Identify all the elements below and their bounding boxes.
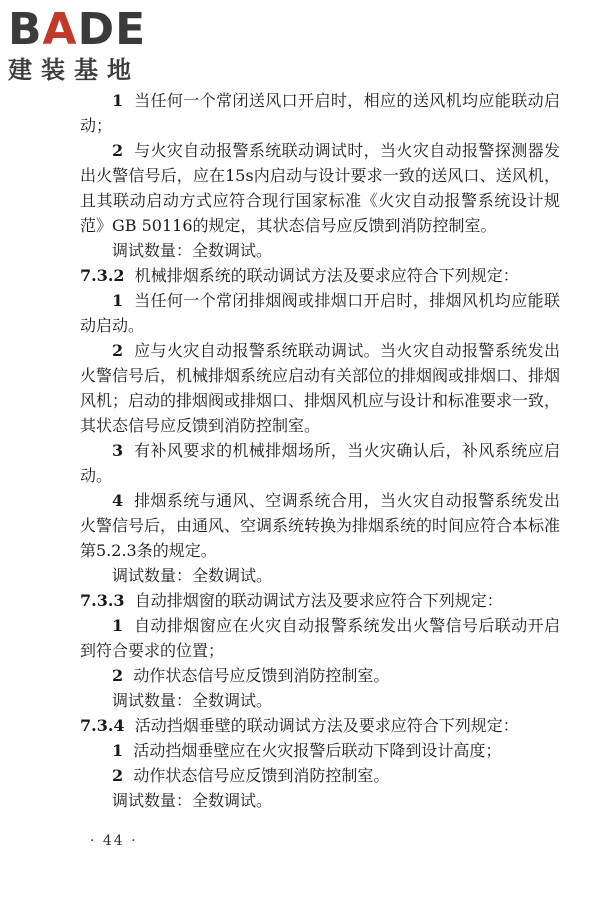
section-number: 7.3.2 <box>80 266 125 285</box>
item-text: 与火灾自动报警系统联动调试时，当火灾自动报警探测器发出火警信号后，应在15s内启动与设计要求一致的送风口、送风机，且其联动启动方式应符合现行国家标准《火灾自动报警系统设计规范》GB 50116的规定，其状态信号应反馈到消防控制室。 <box>80 141 560 235</box>
section-number: 7.3.3 <box>80 591 125 610</box>
clause-item <box>80 763 560 788</box>
test-quantity: 调试数量：全数调试。 <box>112 691 273 710</box>
item-number: 2 <box>112 341 124 360</box>
item-text: 动作状态信号应反馈到消防控制室。 <box>133 766 390 785</box>
clause-item <box>80 338 560 438</box>
item-number: 1 <box>112 291 124 310</box>
bade-logo <box>8 6 188 84</box>
item-text: 有补风要求的机械排烟场所，当火灾确认后，补风系统应启动。 <box>80 441 560 485</box>
item-number: 1 <box>112 616 124 635</box>
clause-item <box>80 488 560 563</box>
item-text: 应与火灾自动报警系统联动调试。当火灾自动报警系统发出火警信号后，机械排烟系统应启动有关部位的排烟阀或排烟口、排烟风机；启动的排烟阀或排烟口、排烟风机应与设计和标准要求一致，其状态信号应反馈到消防控制室。 <box>80 341 561 435</box>
item-number: 1 <box>112 741 124 760</box>
logo-accent-letter: A <box>42 4 78 55</box>
item-number: 2 <box>112 766 124 785</box>
clause-item <box>80 438 560 488</box>
test-quantity: 调试数量：全数调试。 <box>112 241 273 260</box>
logo-brand: BADE <box>8 4 147 55</box>
test-quantity: 调试数量：全数调试。 <box>112 791 273 810</box>
clause-item <box>80 88 560 138</box>
section-heading <box>80 713 560 738</box>
item-text: 当任何一个常闭排烟阀或排烟口开启时，排烟风机均应能联动启动。 <box>80 291 560 335</box>
item-text: 排烟系统与通风、空调系统合用，当火灾自动报警系统发出火警信号后，由通风、空调系统转换为排烟系统的时间应符合本标准第5.2.3条的规定。 <box>80 491 561 560</box>
section-heading <box>80 588 560 613</box>
section-title: 机械排烟系统的联动调试方法及要求应符合下列规定： <box>134 266 519 285</box>
item-number: 1 <box>112 91 124 110</box>
logo-subtitle: 建装基地 <box>8 56 140 84</box>
clause-item <box>80 663 560 688</box>
item-number: 4 <box>112 491 124 510</box>
section-number: 7.3.4 <box>80 716 125 735</box>
item-text: 动作状态信号应反馈到消防控制室。 <box>133 666 390 685</box>
section-title: 活动挡烟垂壁的联动调试方法及要求应符合下列规定： <box>134 716 519 735</box>
clause-item <box>80 613 560 663</box>
item-number: 2 <box>112 666 124 685</box>
clause-item <box>80 288 560 338</box>
section-heading <box>80 263 560 288</box>
item-number: 3 <box>112 441 124 460</box>
test-quantity: 调试数量：全数调试。 <box>112 566 273 585</box>
clause-item <box>80 738 560 763</box>
document-body <box>80 88 560 813</box>
page-number: · 44 · <box>90 833 138 849</box>
item-text: 当任何一个常闭送风口开启时，相应的送风机均应能联动启动； <box>80 91 560 135</box>
item-text: 活动挡烟垂壁应在火灾报警后联动下降到设计高度； <box>133 741 502 760</box>
item-number: 2 <box>112 141 124 160</box>
item-text: 自动排烟窗应在火灾自动报警系统发出火警信号后联动开启到符合要求的位置； <box>80 616 560 660</box>
clause-item <box>80 138 560 238</box>
section-title: 自动排烟窗的联动调试方法及要求应符合下列规定： <box>134 591 503 610</box>
